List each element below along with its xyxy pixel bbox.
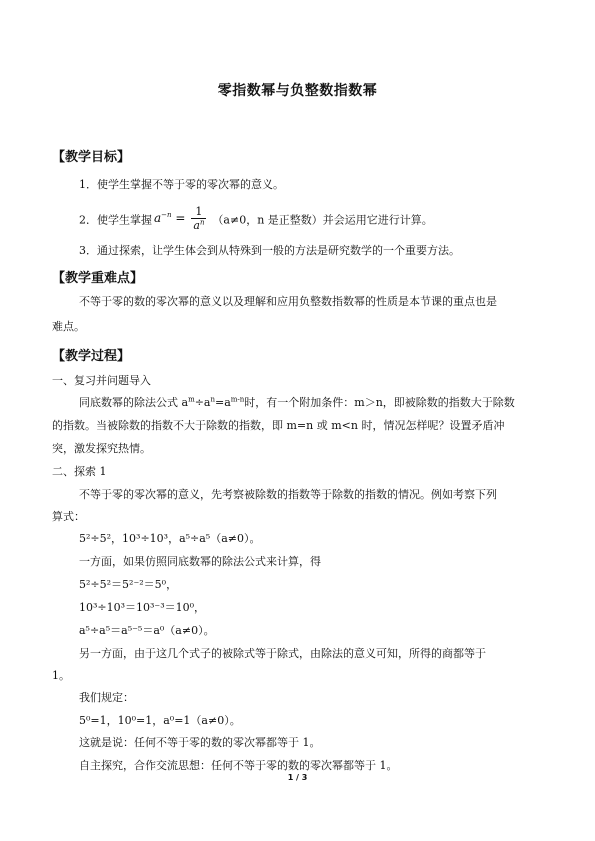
process-p2-line-3: 5²÷5²，10³÷10³，a⁵÷a⁵（a≠0）。 (79, 532, 261, 545)
process-p2-line-12: 这就是说：任何不等于零的数的零次幂都等于 1。 (79, 736, 321, 749)
process-p2-line-6: 10³÷10³＝10³⁻³＝10⁰， (79, 601, 206, 614)
process-p2-line-13: 自主探究，合作交流思想：任何不等于零的数的零次幂都等于 1。 (79, 759, 398, 772)
section-heading-goals: 【教学目标】 (52, 150, 131, 165)
section-heading-process: 【教学过程】 (52, 349, 131, 364)
goal-item-2 (79, 206, 433, 236)
process-part-2-title: 二、探索 1 (52, 465, 107, 478)
process-p2-line-11: 5⁰=1，10⁰=1，a⁰=1（a≠0）。 (79, 714, 241, 727)
section-heading-key-points: 【教学重难点】 (52, 271, 144, 286)
negative-exponent-formula: $a^{-n}$ = $\frac{1}{a^n}$ (154, 204, 205, 232)
process-p2-line-5: 5²÷5²＝5²⁻²＝5⁰， (79, 578, 178, 591)
page-number: 1 / 3 (287, 773, 308, 782)
process-p2-line-1: 不等于零的零次幂的意义，先考察被除数的指数等于除数的指数的情况。例如考察下列 (79, 488, 497, 501)
process-p2-line-10: 我们规定： (79, 691, 134, 704)
process-p1-line-1: 同底数幂的除法公式 $a^m\div a^n=a^{m-n}$时，有一个附加条件：m＞n，即被除数的指数大于除数 (79, 395, 515, 409)
key-points-line-2: 难点。 (52, 320, 85, 333)
process-p2-line-2: 算式： (52, 510, 85, 523)
goal-item-3: 3．通过探索，让学生体会到从特殊到一般的方法是研究数学的一个重要方法。 (79, 244, 460, 257)
goal-item-2-suffix: （a≠0，n 是正整数）并会运用它进行计算。 (212, 213, 433, 227)
process-part-1-title: 一、复习并问题导入 (52, 374, 151, 387)
page-title: 零指数幂与负整数指数幂 (217, 83, 378, 99)
goal-item-1: 1．使学生掌握不等于零的零次幂的意义。 (79, 178, 284, 191)
process-p2-line-8: 另一方面，由于这几个式子的被除式等于除式，由除法的意义可知，所得的商都等于 (79, 647, 486, 660)
key-points-line-1: 不等于零的数的零次幂的意义以及理解和应用负整数指数幂的性质是本节课的重点也是 (79, 295, 497, 308)
fraction-denominator: $a^n$ (193, 217, 205, 232)
process-p2-line-9: 1。 (52, 669, 70, 682)
fraction-numerator: 1 (191, 205, 206, 219)
formula-fraction (191, 205, 206, 233)
process-p1-line-3: 突，激发探究热情。 (52, 442, 151, 455)
process-p2-line-4: 一方面，如果仿照同底数幂的除法公式来计算，得 (79, 555, 321, 568)
process-p1-line-2: 的指数。当被除数的指数不大于除数的指数，即 m=n 或 m<n 时，情况怎样呢？设置矛盾冲 (52, 419, 505, 432)
process-p2-line-7: a⁵÷a⁵＝a⁵⁻⁵＝a⁰（a≠0）。 (79, 624, 215, 637)
goal-item-2-prefix: 2．使学生掌握 (79, 213, 152, 227)
